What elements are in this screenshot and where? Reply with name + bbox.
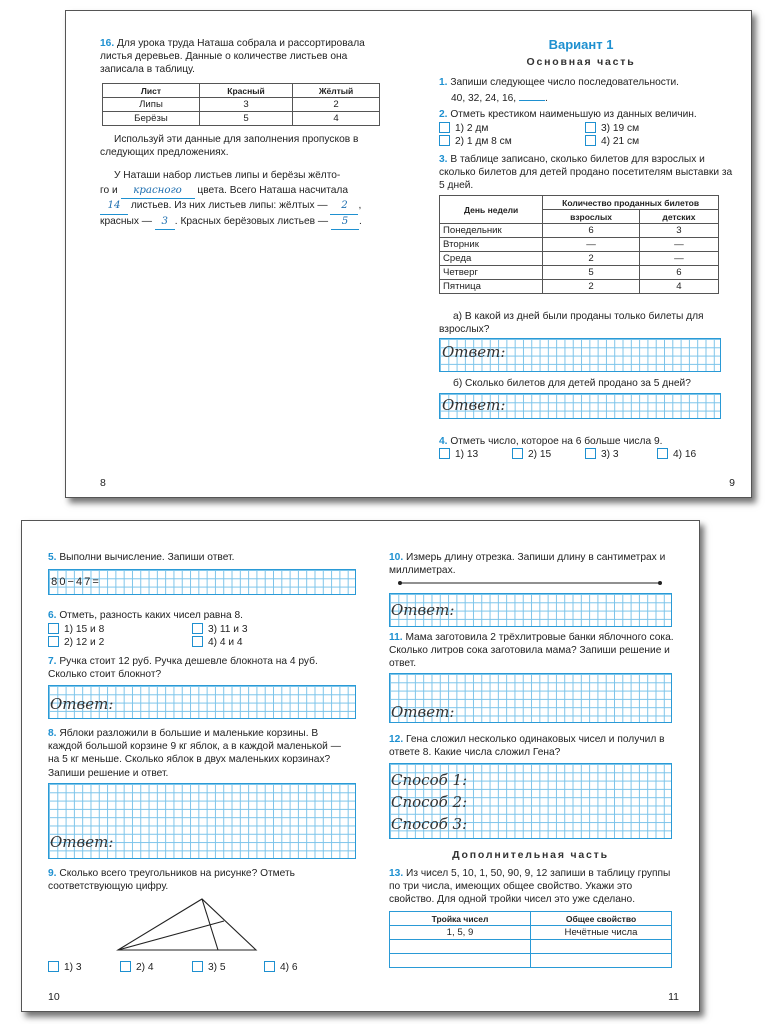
table-cell[interactable]: [531, 940, 672, 954]
checkbox[interactable]: [48, 636, 59, 647]
option-3[interactable]: 3) 11 и 3: [192, 623, 247, 636]
variant-title: Вариант 1: [548, 37, 614, 52]
section-title: Основная часть: [526, 56, 636, 68]
page-10: [22, 521, 362, 1011]
task-13-text: 13. Из чисел 5, 10, 1, 50, 90, 9, 12 запиши в таблицу группы по три числа, имеющих общее свойство. Укажи это свойство. Для одной тройки чисел это уже сделано.: [389, 868, 671, 906]
option-4[interactable]: 4) 21 см: [585, 135, 639, 148]
option-1[interactable]: 1) 3: [48, 961, 82, 974]
checkbox[interactable]: [439, 135, 450, 146]
task-16-instruction: Используй эти данные для заполнения пропусков в следующих предложениях.: [100, 134, 359, 159]
page-8: [66, 11, 406, 497]
option-3[interactable]: 3) 5: [192, 961, 226, 974]
page-9: [411, 11, 753, 497]
task-16-sentences: У Наташи набор листьев липы и берёзы жёлто- го и красного цвета. Всего Наташа насчитала 14 листьев. Из них листьев липы: жёлтых — 2 , красных — 3 . Красных берёзовых листьев — 5 .: [100, 169, 392, 230]
answer-blank[interactable]: [519, 90, 545, 101]
groups-table: Тройка чисел Общее свойство 1, 5, 9 Нечётные числа: [389, 911, 672, 968]
checkbox[interactable]: [657, 448, 668, 459]
task-11-text: 11. Мама заготовила 2 трёхлитровые банки яблочного сока. Сколько литров сока заготовила мама? Запиши решение и ответ.: [389, 632, 674, 670]
checkbox[interactable]: [48, 623, 59, 634]
checkbox[interactable]: [264, 961, 275, 972]
checkbox[interactable]: [585, 135, 596, 146]
task-9-text: 9. Сколько всего треугольников на рисунке? Отметь соответствующую цифру.: [48, 868, 295, 893]
triangles-figure: [112, 896, 262, 954]
section-title: Дополнительная часть: [452, 849, 609, 861]
task-1: 1. Запиши следующее число последовательности. 40, 32, 24, 16, .: [439, 77, 680, 105]
top-spread: [65, 10, 752, 498]
task-6-text: 6. Отметь, разность каких чисел равна 8.: [48, 610, 243, 621]
answer-label: Ответ:: [50, 833, 114, 851]
option-2[interactable]: 2) 4: [120, 961, 154, 974]
task-8-text: 8. Яблоки разложили в большие и маленькие корзины. В каждой большой корзине 9 кг яблок, а в каждой маленькой — на 5 кг меньше. Сколько яблок в двух маленьких корзинах? Запиши решение и ответ.: [48, 728, 341, 779]
table-cell[interactable]: [390, 940, 531, 954]
tickets-table: День недели Количество проданных билетов взрослых детских Понедельник 6 3 Вторник — — Среда 2 — Четверг 5 6 Пятница 2 4: [439, 195, 719, 294]
answer-label: Ответ:: [442, 343, 506, 361]
leaves-table: Лист Красный Жёлтый Липы 3 2 Берёзы 5 4: [102, 83, 380, 126]
option-1[interactable]: 1) 2 дм: [439, 122, 488, 135]
option-2[interactable]: 2) 15: [512, 448, 551, 461]
checkbox[interactable]: [585, 448, 596, 459]
task-2-text: 2. Отметь крестиком наименьшую из данных величин.: [439, 109, 697, 120]
checkbox[interactable]: [439, 448, 450, 459]
option-4[interactable]: 4) 6: [264, 961, 298, 974]
option-2[interactable]: 2) 1 дм 8 см: [439, 135, 512, 148]
question-a: а) В какой из дней были проданы только билеты для взрослых?: [439, 311, 704, 336]
calc-expression: 8 0 − 4 7 =: [51, 576, 99, 588]
checkbox[interactable]: [192, 623, 203, 634]
segment-figure: [397, 579, 663, 587]
task-12-text: 12. Гена сложил несколько одинаковых чисел и получил в ответе 8. Какие числа сложил Гена?: [389, 734, 665, 759]
checkbox[interactable]: [192, 961, 203, 972]
option-4[interactable]: 4) 16: [657, 448, 696, 461]
page-number: 9: [729, 477, 735, 489]
way-1-label: Способ 1:: [391, 771, 468, 789]
answer-label: Ответ:: [50, 695, 114, 713]
table-cell[interactable]: [531, 954, 672, 968]
task-7-text: 7. Ручка стоит 12 руб. Ручка дешевле блокнота на 4 руб. Сколько стоит блокнот?: [48, 656, 318, 681]
option-1[interactable]: 1) 13: [439, 448, 478, 461]
option-3[interactable]: 3) 3: [585, 448, 619, 461]
task-5-text: 5. Выполни вычисление. Запиши ответ.: [48, 552, 235, 563]
question-b: б) Сколько билетов для детей продано за 5 дней?: [453, 378, 691, 389]
option-1[interactable]: 1) 15 и 8: [48, 623, 104, 636]
checkbox[interactable]: [192, 636, 203, 647]
option-4[interactable]: 4) 4 и 4: [192, 636, 243, 649]
answer-label: Ответ:: [391, 601, 455, 619]
task-4-text: 4. Отметь число, которое на 6 больше числа 9.: [439, 436, 663, 447]
task-10-text: 10. Измерь длину отрезка. Запиши длину в сантиметрах и миллиметрах.: [389, 552, 666, 577]
answer-label: Ответ:: [391, 703, 455, 721]
checkbox[interactable]: [512, 448, 523, 459]
way-3-label: Способ 3:: [391, 815, 468, 833]
task-3-text: 3. В таблице записано, сколько билетов для взрослых и сколько билетов для детей продано посетителям выставки за 5 дней.: [439, 154, 733, 192]
answer-label: Ответ:: [442, 396, 506, 414]
task-16-text: 16. Для урока труда Наташа собрала и рассортировала листья деревьев. Данные о количестве листьев она записала в таблицу.: [100, 38, 365, 76]
page-number: 11: [668, 991, 679, 1003]
way-2-label: Способ 2:: [391, 793, 468, 811]
checkbox[interactable]: [439, 122, 450, 133]
option-3[interactable]: 3) 19 см: [585, 122, 639, 135]
page-11: [367, 521, 701, 1011]
checkbox[interactable]: [585, 122, 596, 133]
table-cell[interactable]: [390, 954, 531, 968]
page-number: 10: [48, 991, 60, 1003]
page-number: 8: [100, 477, 106, 489]
checkbox[interactable]: [48, 961, 59, 972]
checkbox[interactable]: [120, 961, 131, 972]
bottom-spread: [21, 520, 700, 1012]
option-2[interactable]: 2) 12 и 2: [48, 636, 104, 649]
